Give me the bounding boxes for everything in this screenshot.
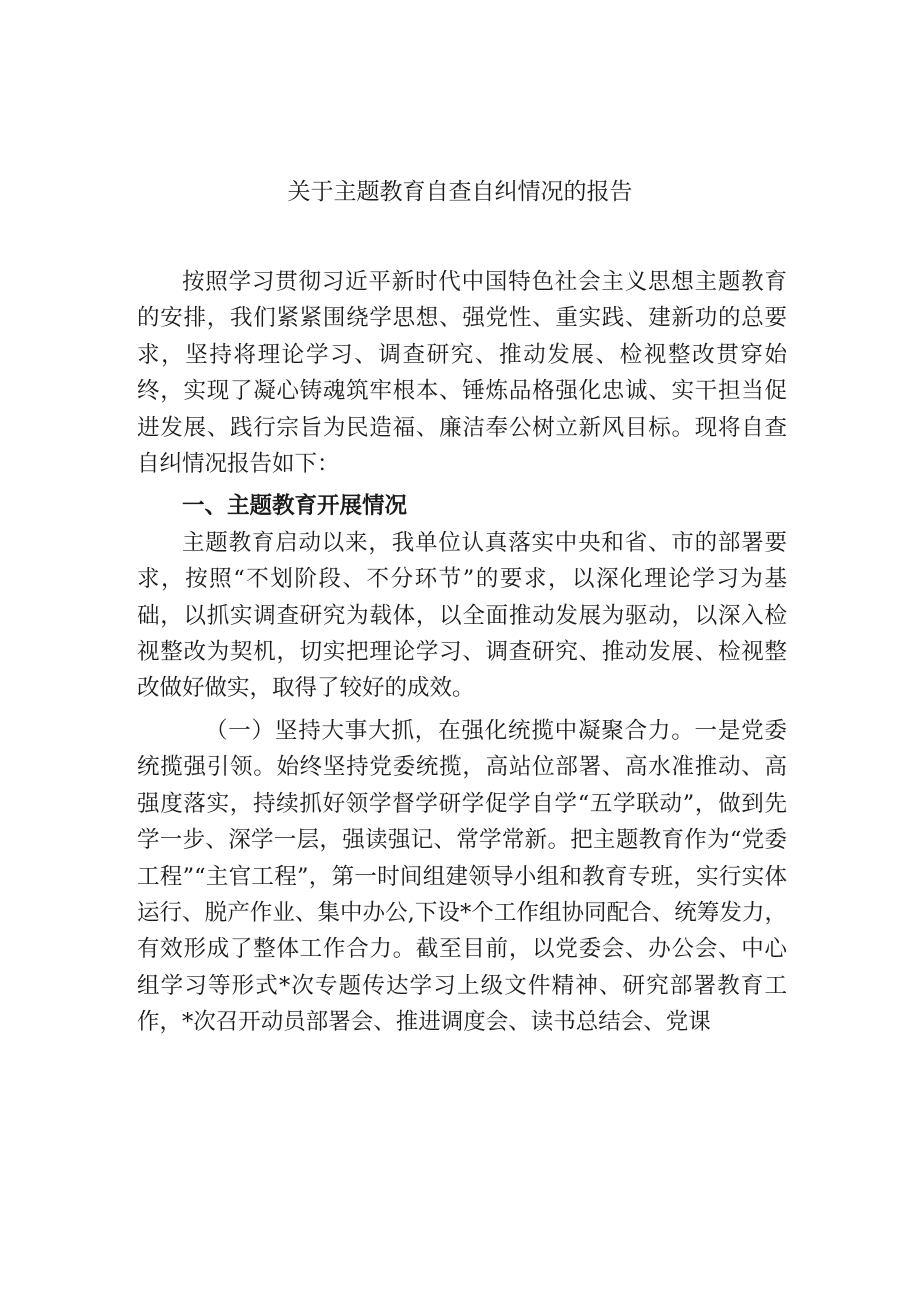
section-paragraph: 主题教育启动以来，我单位认真落实中央和省、市的部署要求，按照“不划阶段、不分环节”的要求，以深化理论学习为基础，以抓实调查研究为载体，以全面推动发展为驱动，以深入检视整改为契机，切实把理论学习、调查研究、推动发展、检视整改做好做实，取得了较好的成效。 [137,529,787,702]
section-heading: 一、主题教育开展情况 [182,493,408,520]
document-body [137,264,787,1041]
document-title: 关于主题教育自查自纠情况的报告 [287,179,633,205]
subsection-paragraph: （一）坚持大事大抓，在强化统揽中凝聚合力。一是党委统揽强引领。始终坚持党委统揽，高站位部署、高水准推动、高强度落实，持续抓好领学督学研学促学自学“五学联动”，做到先学一步、深学一层，强读强记、常学常新。把主题教育作为“党委工程”“主官工程”，第一时间组建领导小组和教育专班，实行实体运行、脱产作业、集中办公,下设*个工作组协同配合、统筹发力，有效形成了整体工作合力。截至目前，以党委会、办公会、中心组学习等形式*次专题传达学习上级文件精神、研究部署教育工作，*次召开动员部署会、推进调度会、读书总结会、党课 [137,717,787,1036]
intro-paragraph: 按照学习贯彻习近平新时代中国特色社会主义思想主题教育的安排，我们紧紧围绕学思想、强党性、重实践、建新功的总要求，坚持将理论学习、调查研究、推动发展、检视整改贯穿始终，实现了凝心铸魂筑牢根本、锤炼品格强化忠诚、实干担当促进发展、践行宗旨为民造福、廉洁奉公树立新风目标。现将自查自纠情况报告如下： [137,269,787,478]
